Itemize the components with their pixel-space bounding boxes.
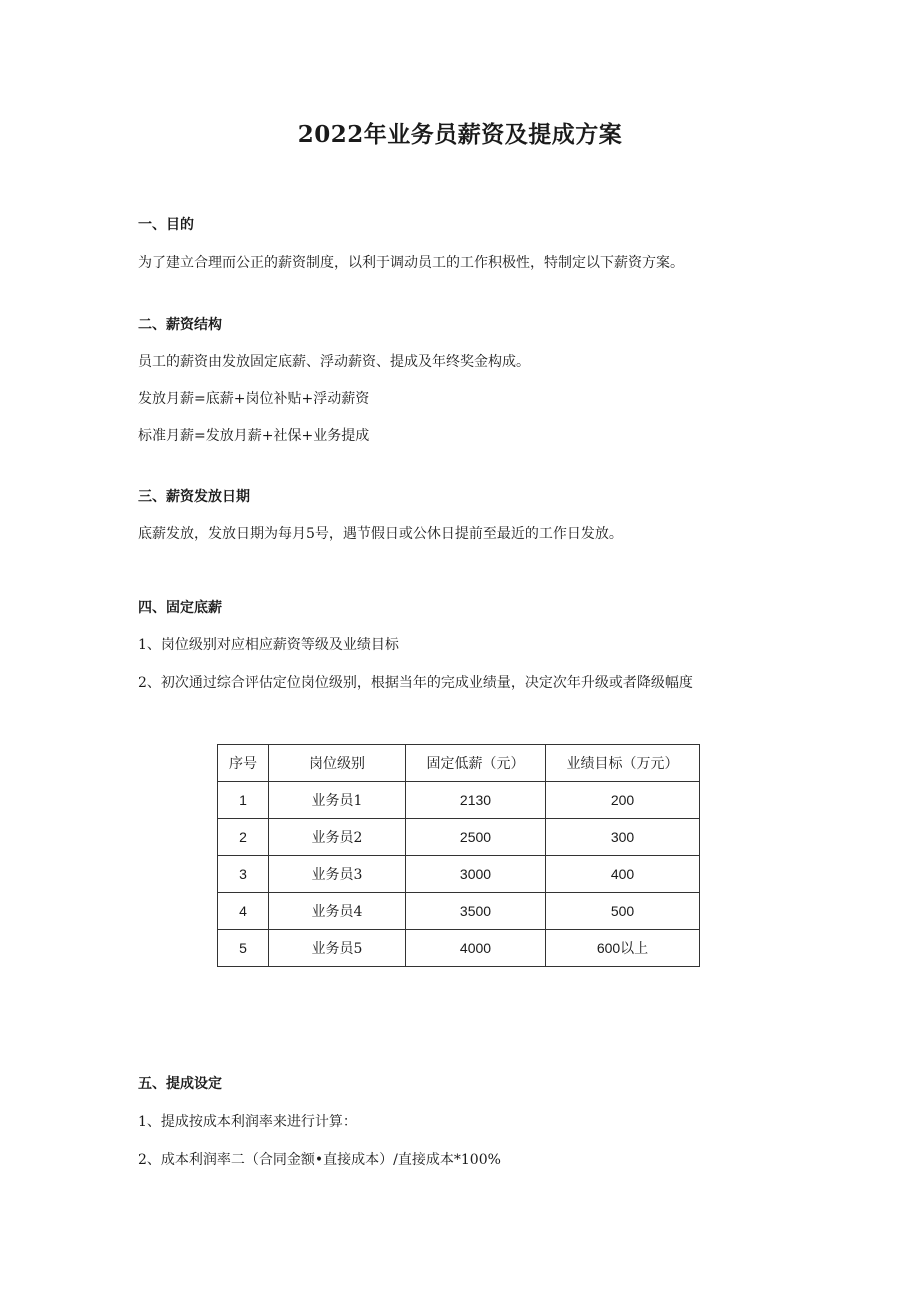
cell-level: 业务员1 [269,782,406,819]
salary-table [217,744,700,967]
paragraph: 为了建立合理而公正的薪资制度，以利于调动员工的工作积极性，特制定以下薪资方案。 [138,255,684,271]
cell-level: 业务员4 [269,893,406,930]
cell-level: 业务员5 [269,930,406,967]
cell-target: 300 [546,819,700,856]
list-item: 1、提成按成本利润率来进行计算： [138,1114,357,1130]
list-item: 2、成本利润率二（合同金额•直接成本）/直接成本*100% [138,1152,501,1168]
table-header-row [218,745,700,782]
column-header: 岗位级别 [269,745,406,782]
cell-base-salary: 2500 [406,819,546,856]
cell-target: 600以上 [546,930,700,967]
cell-base-salary: 3000 [406,856,546,893]
cell-base-salary: 3500 [406,893,546,930]
column-header: 业绩目标（万元） [546,745,700,782]
section-heading-purpose: 一、目的 [138,217,194,233]
cell-target: 200 [546,782,700,819]
table-row [218,819,700,856]
cell-target: 400 [546,856,700,893]
column-header: 固定低薪（元） [406,745,546,782]
table-row [218,782,700,819]
cell-level: 业务员3 [269,856,406,893]
table-row [218,930,700,967]
cell-base-salary: 4000 [406,930,546,967]
list-item: 2、初次通过综合评估定位岗位级别，根据当年的完成业绩量，决定次年升级或者降级幅度 [138,675,693,691]
table-row [218,893,700,930]
cell-index: 2 [218,819,269,856]
cell-index: 3 [218,856,269,893]
section-heading-base-salary: 四、固定底薪 [138,600,222,616]
paragraph: 底薪发放，发放日期为每月5号，遇节假日或公休日提前至最近的工作日发放。 [138,526,623,542]
column-header: 序号 [218,745,269,782]
section-heading-pay-date: 三、薪资发放日期 [138,489,250,505]
cell-target: 500 [546,893,700,930]
document-title: 2022年业务员薪资及提成方案 [297,121,623,148]
cell-level: 业务员2 [269,819,406,856]
cell-base-salary: 2130 [406,782,546,819]
cell-index: 1 [218,782,269,819]
section-heading-salary-structure: 二、薪资结构 [138,317,222,333]
table-row [218,856,700,893]
formula-line: 标准月薪=发放月薪+社保+业务提成 [138,428,370,444]
cell-index: 5 [218,930,269,967]
list-item: 1、岗位级别对应相应薪资等级及业绩目标 [138,637,399,653]
formula-line: 发放月薪=底薪+岗位补贴+浮动薪资 [138,391,370,407]
section-heading-commission: 五、提成设定 [138,1076,222,1092]
cell-index: 4 [218,893,269,930]
paragraph: 员工的薪资由发放固定底薪、浮动薪资、提成及年终奖金构成。 [138,354,530,370]
